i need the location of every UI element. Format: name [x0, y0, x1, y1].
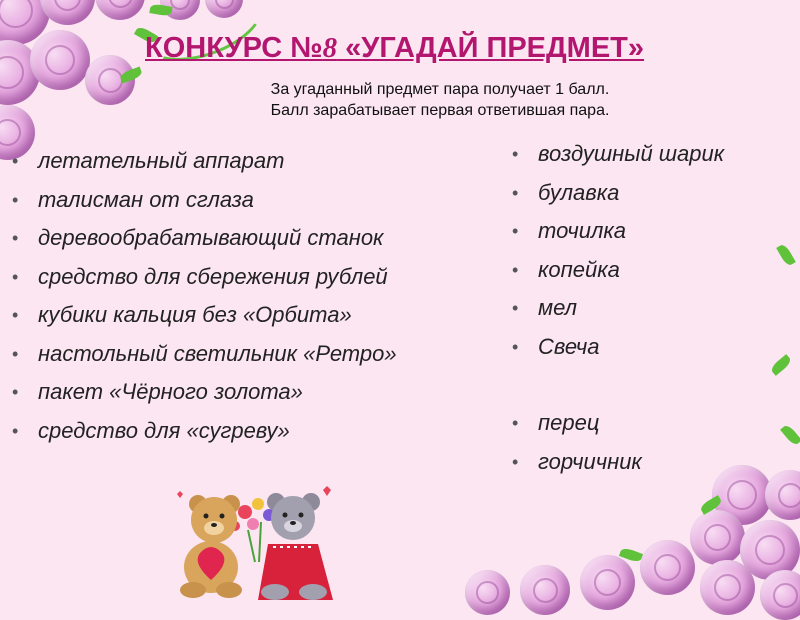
title-quoted-text: «УГАДАЙ ПРЕДМЕТ» — [337, 32, 645, 64]
list-item: • точилка — [538, 218, 724, 257]
answer-list — [538, 141, 724, 487]
page-title — [145, 32, 745, 65]
list-item: • средство для «сугреву» — [38, 418, 397, 457]
list-item: • деревообрабатывающий станок — [38, 225, 397, 264]
list-item: • талисман от сглаза — [38, 187, 397, 226]
rules-line-2: Балл зарабатывает первая ответившая пара. — [270, 102, 610, 119]
list-item: • летательный аппарат — [38, 148, 397, 187]
rules-line-1: За угаданный предмет пара получает 1 балл. — [270, 81, 610, 98]
list-item: • настольный светильник «Ретро» — [38, 341, 397, 380]
contest-number: 8 — [322, 32, 338, 64]
list-spacer — [538, 372, 724, 410]
rules-text — [215, 79, 665, 121]
list-item: • средство для сбережения рублей — [38, 264, 397, 303]
list-item: • воздушный шарик — [538, 141, 724, 180]
list-item: • перец — [538, 410, 724, 449]
list-item: • кубики кальция без «Орбита» — [38, 302, 397, 341]
list-item: • Свеча — [538, 334, 724, 373]
list-item: • горчичник — [538, 449, 724, 488]
title-text: КОНКУРС № — [145, 32, 323, 64]
list-item: • булавка — [538, 180, 724, 219]
clue-list — [38, 148, 397, 456]
teddy-bears-image — [163, 482, 358, 600]
list-item: • мел — [538, 295, 724, 334]
list-item: • пакет «Чёрного золота» — [38, 379, 397, 418]
list-item: • копейка — [538, 257, 724, 296]
